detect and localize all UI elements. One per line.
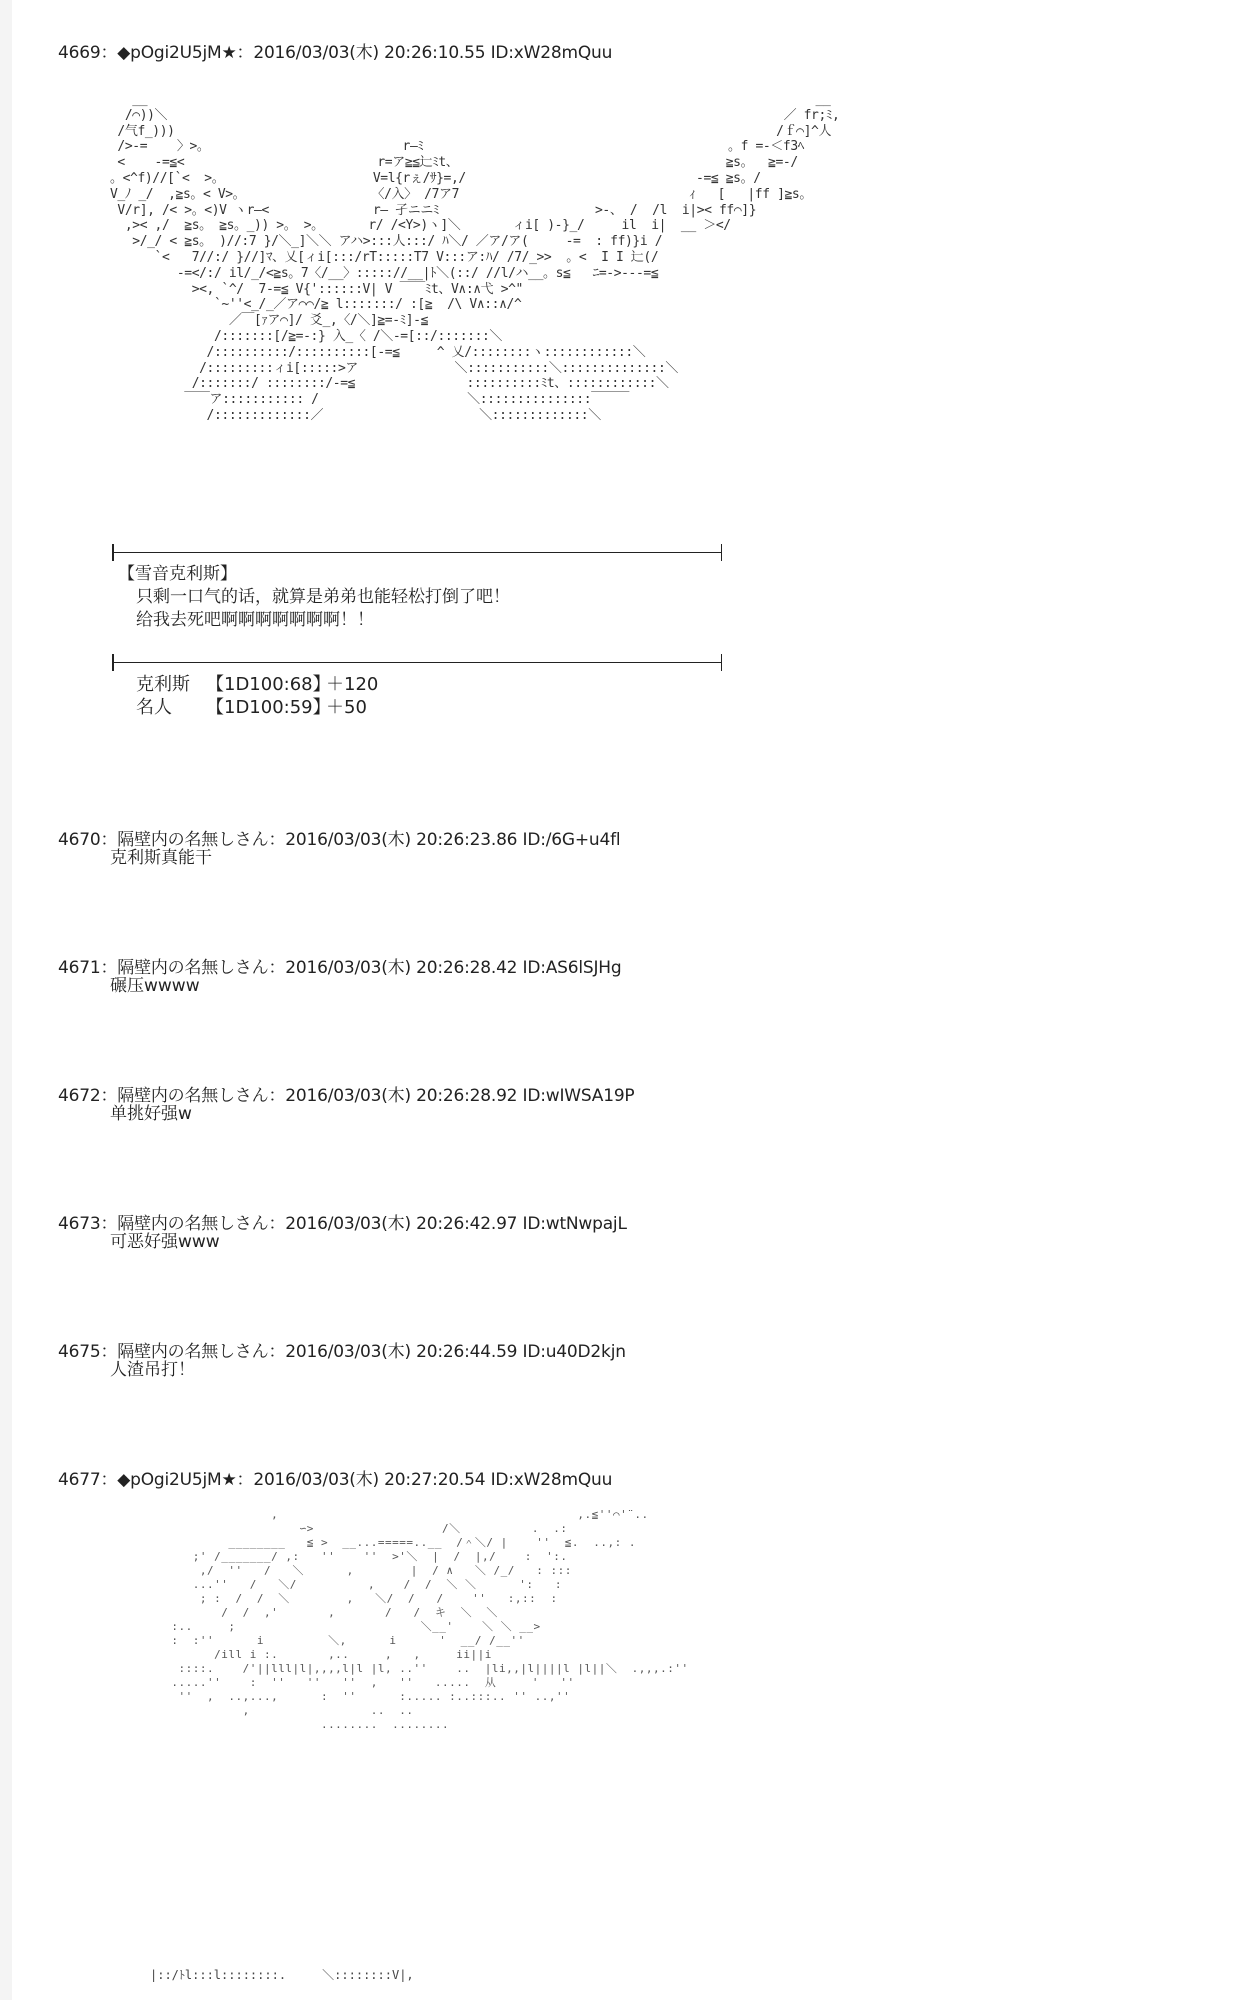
post-body: 克利斯真能干 <box>110 848 212 868</box>
post-body: 人渣吊打！ <box>110 1360 195 1380</box>
ascii-art-wings: __ __ /⌒))＼ ／ fr;ﾐ, /气f_))) /ｆ⌒]^人 />-= 〉>。 r―ﾐ 。f =-＜f3ﾍ < -=≦< r=ア≧≦辷ﾐt、 ≧s。 ≧=-/ 。<^f)//[`< >。 V=l{rぇ/ｻ}=,/ -=≦ ≧s。/ V_ﾉ _/ ,≧s。< V>。 〈/入〉 /7ア7 ｨ [ |ff ]≧s。 V/r], /< >。<)V ヽr―< r― 孑ニニﾐ >-、 / /l i|>< ff⌒]} ,>< ,/ ≧s。 ≧s。_)) >。 >。 r/ /<Y>)ヽ]＼ ィi[ )-}_/ il i| __ ＞</ >/_/ < ≧s。 )//:7 }/＼_]＼＼ アハ>:::人:::/ ﾊ＼/ ／ア/ア( -= : ff)}i / `< 7//:/ }//]ﾏ、乂[ィi[:::/rT:::::T7 V:::ア:ﾊ/ /7/_>> 。< I I 辷(/ -=</:/ il/_/<≧s。7〈/__〉::::://__|ﾄ＼(::/ //l/ハ__。s≦ ﾆ=->---=≦ ><, `^/ 7-=≦ V{'::::::V| V ￣￣ﾐt、V∧:∧弋 >^" `~''<_/_／ア⌒⌒/≧ l:::::::/ :[≧ /\ V∧::∧/^ ／￣[ｧア⌒]/ 爻_,〈/＼]≧=-ﾐ]-≦ /:::::::[/≧=-:} 入_〈 /＼-=[::/:::::::＼ /::::::::::/::::::::::[-=≦ ^ 乂/::::::::ヽ::::::::::::＼ /:::::::::ィi[:::::>ア ＼:::::::::::＼::::::::::::::＼ /:::::::/ ::::::::/-=≦ ::::::::::ﾐt、::::::::::::＼ ￣￣ア::::::::::: / ＼:::::::::::::::￣￣￣ /:::::::::::::／ ＼:::::::::::::＼ <box>110 92 840 423</box>
post-header: 4670：隔壁内の名無しさん：2016/03/03(木) 20:26:23.86 ID:/6G+u4fl <box>58 830 621 850</box>
dice-row <box>136 673 378 696</box>
post-body: 可恶好强www <box>110 1232 220 1252</box>
dice-name: 名人 <box>136 697 172 718</box>
divider-line <box>112 662 722 663</box>
speech-line: 只剩一口气的话，就算是弟弟也能轻松打倒了吧！ <box>136 587 510 607</box>
dice-row <box>136 696 378 719</box>
post-header: 4673：隔壁内の名無しさん：2016/03/03(木) 20:26:42.97 ID:wtNwpajL <box>58 1214 627 1234</box>
post-header: 4671：隔壁内の名無しさん：2016/03/03(木) 20:26:28.42 ID:AS6lSJHg <box>58 958 622 978</box>
dice-name: 克利斯 <box>136 674 190 695</box>
speech-block <box>118 563 510 632</box>
ascii-art-kanji: , ,.≦''⌒'¨.. ∽> /＼ . .: ________ ≦ > __...=====..__ /＾＼/ | '' ≦. ..,: . ;' /_______/ ,: '' '' >'＼ | / |,/ : ':. ,/ '' / ＼ , | / ∧ ＼ /_/ : ::: ...'' / ＼/ , / / ＼ ＼ ': : ; : / / ＼ , ＼/ / / '' :,:: : / / ,' , / / キ ＼ ＼ :.. ; ＼__' ＼ ＼ __> : :'' i ＼, i ' __/ /__'' /ill i :. ,.. , , ii||i ::::. /'||lll|l|,,,,l|l |l, ..'' .. |li,,|l||||l |l||＼ .,,,.:'' .....'' : '' '' '' , '' ..... 从 ' '' '' , ..,..., : '' :..... :..:::.. '' ..,'' , .. .. ........ ........ <box>171 1508 689 1731</box>
dice-roll: 【1D100:68】 <box>206 674 331 695</box>
post-header: 4672：隔壁内の名無しさん：2016/03/03(木) 20:26:28.92 ID:wIWSA19P <box>58 1086 635 1106</box>
dice-bonus: ＋120 <box>326 674 379 695</box>
post-header: 4675：隔壁内の名無しさん：2016/03/03(木) 20:26:44.59 ID:u40D2kjn <box>58 1342 626 1362</box>
ascii-art-fragment: |::/ﾄl:::l::::::::. ＼::::::::V|, <box>150 1968 414 1982</box>
post-header: 4677：◆pOgi2U5jM★：2016/03/03(木) 20:27:20.54 ID:xW28mQuu <box>58 1470 613 1490</box>
speech-line: 给我去死吧啊啊啊啊啊啊啊！！ <box>136 610 374 630</box>
divider-line <box>112 552 722 553</box>
dice-results <box>136 673 378 719</box>
dice-roll: 【1D100:59】 <box>206 697 331 718</box>
post-body: 单挑好强w <box>110 1104 192 1124</box>
speaker-name: 【雪音克利斯】 <box>118 564 237 584</box>
page-margin <box>0 0 12 2000</box>
post-header: 4669：◆pOgi2U5jM★：2016/03/03(木) 20:26:10.55 ID:xW28mQuu <box>58 43 613 63</box>
dice-bonus: ＋50 <box>326 697 367 718</box>
post-body: 碾压wwww <box>110 976 200 996</box>
